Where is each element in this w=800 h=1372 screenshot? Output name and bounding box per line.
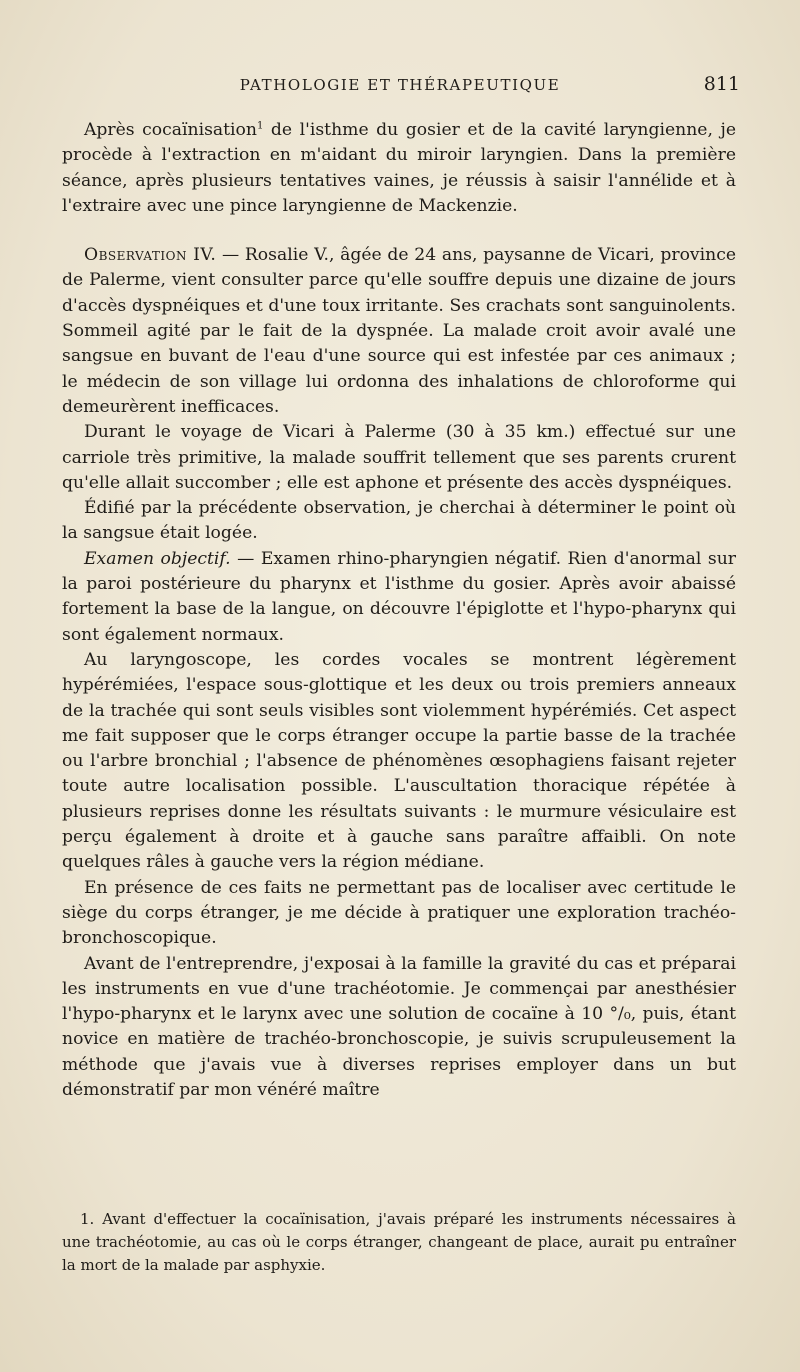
observation-label: Observation IV. xyxy=(84,245,217,266)
paragraph-text: — Examen rhino-pharyngien négatif. Rien d'anormal sur la paroi postérieure du pharynx et l'isthme du gosier. Après avoir abaissé fortement la base de la langue, on découvre l'épiglotte et l'hypo-pharynx qui sont également normaux. xyxy=(62,548,736,645)
section-label: Examen objectif. xyxy=(84,548,231,569)
paragraph-text: — Rosalie V., âgée de 24 ans, paysanne de Vicari, province de Palerme, vient consulter parce qu'elle souffre depuis une dizaine de jours d'accès dyspnéiques et d'une toux irritante. Ses crachats sont sanguinolents. Sommeil agité par le fait de la dyspnée. La malade croit avoir avalé une sangsue en buvant de l'eau d'une source qui est infestée par ces animaux ; le médecin de son village lui ordonna des inhalations de chloroforme qui demeurèrent inefficaces. xyxy=(62,245,737,417)
paragraph: Au laryngoscope, les cordes vocales se montrent légèrement hypérémiées, l'espace sous-glottique et les deux ou trois premiers anneaux de la trachée qui sont seuls visibles sont violemment hypérémiés. Cet aspect me fait supposer que le corps étranger occupe la partie basse de la trachée ou l'arbre bronchial ; l'absence de phénomènes œsophagiens faisant rejeter toute autre localisation possible. L'auscultation thoracique répétée à plusieurs reprises donne les résultats suivants : le murmure vésiculaire est perçu également à droite et à gauche sans paraître affaibli. On note quelques râles à gauche vers la région médiane. xyxy=(62,649,736,873)
page-header xyxy=(60,73,740,97)
paragraph: Édifié par la précédente observation, je cherchai à déterminer le point où la sangsue était logée. xyxy=(62,498,736,544)
paragraph-observation-heading xyxy=(62,243,736,420)
footnote: 1. Avant d'effectuer la cocaïnisation, j'avais préparé les instruments nécessaires à une trachéotomie, au cas où le corps étranger, changeant de place, aurait pu entraîner la mort de la malade par asphyxie. xyxy=(62,1210,736,1274)
paragraph: Durant le voyage de Vicari à Palerme (30 à 35 km.) effectué sur une carriole très primitive, la malade souffrit tellement que ses parents crurent qu'elle allait succomber ; elle est aphone et présente des accès dyspnéiques. xyxy=(62,422,736,493)
paragraph xyxy=(62,547,736,648)
footnotes xyxy=(62,1208,736,1277)
paragraph-text: Après cocaïnisation xyxy=(84,120,257,140)
paragraph: En présence de ces faits ne permettant pas de localiser avec certitude le siège du corps étranger, je me décide à pratiquer une exploration trachéo-bronchoscopique. xyxy=(62,877,736,949)
footnote-ref: 1 xyxy=(256,120,264,132)
body-text xyxy=(62,118,736,1103)
paragraph xyxy=(62,118,736,219)
paragraph-text: de l'isthme du gosier et de la cavité laryngienne, je procède à l'extraction en m'aidant du miroir laryngien. Dans la première séance, après plusieurs tentatives vaines, je réussis à saisir l'annélide et à l'extraire avec une pince laryngienne de Mackenzie. xyxy=(62,120,736,216)
running-title: PATHOLOGIE ET THÉRAPEUTIQUE xyxy=(239,76,561,94)
paragraph: Avant de l'entreprendre, j'exposai à la famille la gravité du cas et préparai les instruments en vue d'une trachéotomie. Je commençai par anesthésier l'hypo-pharynx et le larynx avec une solution de cocaïne à 10 °/₀, puis, étant novice en matière de trachéo-bronchoscopie, je suivis scrupuleusement la méthode que j'avais vue à diverses reprises employer dans un but démonstratif par mon vénéré maître xyxy=(62,953,736,1100)
page-number: 811 xyxy=(703,73,740,95)
